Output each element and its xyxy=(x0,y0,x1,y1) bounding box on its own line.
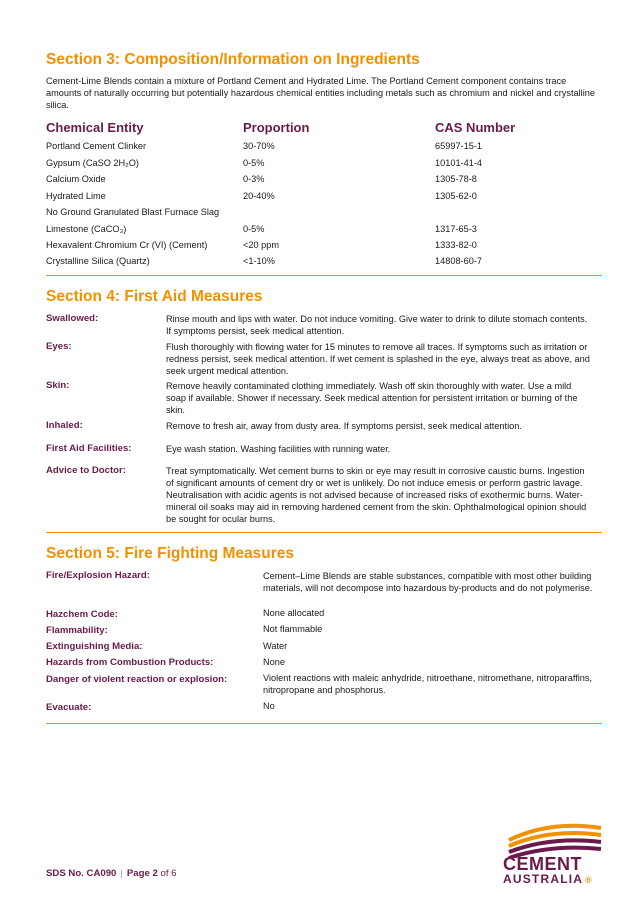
fire-text-flammability: Not flammable xyxy=(263,624,323,634)
row-2-entity: Calcium Oxide xyxy=(46,174,106,184)
first-aid-text-facilities: Eye wash station. Washing facilities with running water. xyxy=(166,444,391,454)
section-3-intro: Cement-Lime Blends contain a mixture of Portland Cement and Hydrated Lime. The Portland Cement component contains trace amounts of naturally occurring but potentially hazardous chemical entities including metals such as chromium and nickel and crystalline silica. xyxy=(46,76,595,110)
row-5-cas: 1317-65-3 xyxy=(435,224,477,234)
page-footer xyxy=(46,868,177,879)
row-5-entity: Limestone (CaCO₃) xyxy=(46,224,127,234)
fire-text-extinguishing: Water xyxy=(263,641,288,651)
fire-text-combustion: None xyxy=(263,657,285,667)
cement-australia-logo xyxy=(503,818,607,888)
fire-text-evacuate: No xyxy=(263,701,275,711)
page-number: Page 2 xyxy=(126,868,158,879)
first-aid-label-inhaled: Inhaled: xyxy=(46,420,83,431)
row-4-entity: No Ground Granulated Blast Furnace Slag xyxy=(46,207,220,217)
fire-label-violent-reaction: Danger of violent reaction or explosion: xyxy=(46,674,228,685)
header-proportion: Proportion xyxy=(243,120,310,135)
section-divider xyxy=(46,275,602,276)
section-5-title: Section 5: Fire Fighting Measures xyxy=(46,545,295,562)
row-1-proportion: 0-5% xyxy=(243,158,265,168)
row-6-cas: 1333-82-0 xyxy=(435,240,477,250)
row-1-entity: Gypsum (CaSO 2H₂O) xyxy=(46,158,139,168)
first-aid-text-skin: Remove heavily contaminated clothing immediately. Wash off skin thoroughly with water. Use a mild soap if available. Shower if necessary. Seek medical attention for persistent irritation or burning of the skin. xyxy=(166,381,578,415)
fire-label-combustion: Hazards from Combustion Products: xyxy=(46,657,214,668)
logo-australia-text: AUSTRALIA xyxy=(503,872,584,886)
fire-label-hazard: Fire/Explosion Hazard: xyxy=(46,570,150,581)
first-aid-label-facilities: First Aid Facilities: xyxy=(46,443,132,454)
footer-separator: | xyxy=(120,868,123,879)
header-chemical-entity: Chemical Entity xyxy=(46,120,144,135)
section-divider xyxy=(46,723,602,724)
fire-label-flammability: Flammability: xyxy=(46,625,108,636)
row-5-proportion: 0-5% xyxy=(243,224,265,234)
logo-registered-mark: ® xyxy=(585,875,593,885)
row-7-proportion: <1-10% xyxy=(243,256,275,266)
fire-text-violent-reaction: Violent reactions with maleic anhydride, nitroethane, nitromethane, nitroparaffins, nitropropane and phosphorus. xyxy=(263,673,593,695)
first-aid-text-eyes: Flush thoroughly with flowing water for 15 minutes to remove all traces. If symptoms such as irritation or redness persist, seek medical attention. If wet cement is splashed in the eye, always treat as above, and seek urgent medical attention. xyxy=(166,342,590,376)
first-aid-text-doctor: Treat symptomatically. Wet cement burns to skin or eye may result in corrosive caustic burns. Ingestion of significant amounts of cement dry or wet is unlikely. Do not induce emesis or perform gastric lavage. Neutralisation with acidic agents is not advised because of increased risks of exothermic burns. Water-mineral oil soaks may aid in removing hardened cement from the skin. Ophthalmological opinion should be sought for ocular burns. xyxy=(166,466,587,524)
first-aid-label-swallowed: Swallowed: xyxy=(46,313,99,324)
fire-label-hazchem: Hazchem Code: xyxy=(46,609,118,620)
first-aid-text-inhaled: Remove to fresh air, away from dusty area. If symptoms persist, seek medical attention. xyxy=(166,421,522,431)
row-1-cas: 10101-41-4 xyxy=(435,158,482,168)
first-aid-text-swallowed: Rinse mouth and lips with water. Do not induce vomiting. Give water to drink to dilute stomach contents. If symptoms persist, seek medical attention. xyxy=(166,314,588,336)
fire-label-evacuate: Evacuate: xyxy=(46,702,92,713)
row-2-cas: 1305-78-8 xyxy=(435,174,477,184)
row-6-proportion: <20 ppm xyxy=(243,240,280,250)
section-divider xyxy=(46,532,602,533)
row-3-entity: Hydrated Lime xyxy=(46,191,106,201)
section-4-title: Section 4: First Aid Measures xyxy=(46,288,263,305)
first-aid-label-doctor: Advice to Doctor: xyxy=(46,465,126,476)
first-aid-label-skin: Skin: xyxy=(46,380,70,391)
section-3-title: Section 3: Composition/Information on Ingredients xyxy=(46,51,420,68)
row-3-proportion: 20-40% xyxy=(243,191,275,201)
row-7-cas: 14808-60-7 xyxy=(435,256,482,266)
row-0-cas: 65997-15-1 xyxy=(435,141,482,151)
row-3-cas: 1305-62-0 xyxy=(435,191,477,201)
fire-text-hazchem: None allocated xyxy=(263,608,325,618)
fire-label-extinguishing: Extinguishing Media: xyxy=(46,641,143,652)
row-6-entity: Hexavalent Chromium Cr (VI) (Cement) xyxy=(46,240,208,250)
sds-number: SDS No. CA090 xyxy=(46,868,117,879)
logo-stripes-icon xyxy=(503,818,607,858)
fire-text-hazard: Cement–Lime Blends are stable substances, compatible with most other building materials, will not decompose into hazardous by-products and do not polymerise. xyxy=(263,571,593,593)
header-cas-number: CAS Number xyxy=(435,120,516,135)
row-2-proportion: 0-3% xyxy=(243,174,265,184)
first-aid-label-eyes: Eyes: xyxy=(46,341,72,352)
row-0-proportion: 30-70% xyxy=(243,141,275,151)
logo-word-australia xyxy=(503,872,593,886)
row-0-entity: Portland Cement Clinker xyxy=(46,141,147,151)
logo-word-cement: CEMENT xyxy=(503,854,582,874)
page-total: of 6 xyxy=(160,868,177,879)
row-7-entity: Crystalline Silica (Quartz) xyxy=(46,256,150,266)
